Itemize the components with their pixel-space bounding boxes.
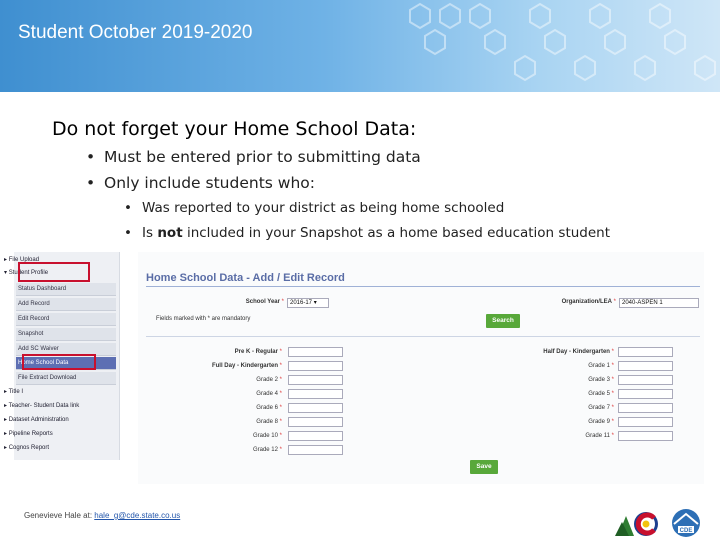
bullet-item: • Must be entered prior to submitting data xyxy=(86,148,421,166)
form-divider xyxy=(146,336,700,337)
sidebar-group-teacher-student[interactable]: ▸ Teacher- Student Data link xyxy=(4,403,80,409)
svg-text:CDE: CDE xyxy=(679,528,693,534)
sidebar-item-home-school-data[interactable]: Home School Data xyxy=(16,357,116,370)
organization-label: Organization/LEA * xyxy=(561,299,616,305)
slide-header xyxy=(0,0,720,92)
organization-select[interactable]: 2040-ASPEN 1 xyxy=(619,298,699,308)
grade-10-input[interactable] xyxy=(288,431,343,441)
sidebar-item-snapshot[interactable]: Snapshot xyxy=(16,328,116,341)
sidebar-item-add-sc-waiver[interactable]: Add SC Waiver xyxy=(16,343,116,356)
slide-heading: Do not forget your Home School Data: xyxy=(52,118,417,140)
sidebar-item-file-extract-download[interactable]: File Extract Download xyxy=(16,372,116,385)
field-label-grade-2: Grade 2 * xyxy=(256,377,282,383)
sidebar-group-dataset-admin[interactable]: ▸ Dataset Administration xyxy=(4,417,69,423)
mandatory-note: Fields marked with * are mandatory xyxy=(156,316,251,322)
bullet-item: • Only include students who: xyxy=(86,174,315,192)
grade-4-input[interactable] xyxy=(288,389,343,399)
grade-11-input[interactable] xyxy=(618,431,673,441)
field-label-grade-11: Grade 11 * xyxy=(585,433,614,439)
sub-bullet-item: • Was reported to your district as being home schooled xyxy=(124,200,505,216)
grade-1-input[interactable] xyxy=(618,361,673,371)
field-label-grade-1: Grade 1 * xyxy=(588,363,614,369)
full-day-kindergarten-input[interactable] xyxy=(288,361,343,371)
highlight-box-student-profile xyxy=(18,262,90,282)
sidebar-item-edit-record[interactable]: Edit Record xyxy=(16,313,116,326)
grade-8-input[interactable] xyxy=(288,417,343,427)
contact-footer: Genevieve Hale at: hale_g@cde.state.co.us xyxy=(24,511,181,520)
contact-email-link[interactable]: hale_g@cde.state.co.us xyxy=(94,511,181,520)
grade-2-input[interactable] xyxy=(288,375,343,385)
field-label-half-day-kindergarten: Half Day - Kindergarten * xyxy=(543,349,614,355)
sidebar-group-cognos-report[interactable]: ▸ Cognos Report xyxy=(4,445,50,451)
field-label-full-day-kindergarten: Full Day - Kindergarten * xyxy=(211,363,282,369)
field-label-grade-4: Grade 4 * xyxy=(256,391,282,397)
field-label-grade-9: Grade 9 * xyxy=(588,419,614,425)
field-label-grade-10: Grade 10 * xyxy=(252,433,282,439)
sidebar-group-pipeline-reports[interactable]: ▸ Pipeline Reports xyxy=(4,431,53,437)
title-divider xyxy=(146,286,700,287)
sidebar-group-title-i[interactable]: ▸ Title I xyxy=(4,389,24,395)
field-label-grade-3: Grade 3 * xyxy=(588,377,614,383)
field-label-pre-k-regular: Pre K - Regular * xyxy=(234,349,282,355)
slide-title: Student October 2019-2020 xyxy=(18,22,253,43)
highlight-box-home-school-data xyxy=(22,354,96,370)
grade-5-input[interactable] xyxy=(618,389,673,399)
field-label-grade-12: Grade 12 * xyxy=(252,447,282,453)
hexagon-pattern xyxy=(390,0,720,92)
sidebar-item-add-record[interactable]: Add Record xyxy=(16,298,116,311)
school-year-select[interactable]: 2016-17 ▾ xyxy=(287,298,329,308)
field-label-grade-5: Grade 5 * xyxy=(588,391,614,397)
field-label-grade-6: Grade 6 * xyxy=(256,405,282,411)
sidebar-group-file-upload[interactable]: ▸ File Upload xyxy=(4,257,40,263)
grade-6-input[interactable] xyxy=(288,403,343,413)
grade-7-input[interactable] xyxy=(618,403,673,413)
sidebar-item-status-dashboard[interactable]: Status Dashboard xyxy=(16,283,116,296)
half-day-kindergarten-input[interactable] xyxy=(618,347,673,357)
grade-9-input[interactable] xyxy=(618,417,673,427)
sidebar-group-student-profile[interactable]: ▾ Student Profile xyxy=(4,270,49,276)
sub-bullet-item: • Is not included in your Snapshot as a home based education student xyxy=(124,225,611,241)
form-title: Home School Data - Add / Edit Record xyxy=(146,272,345,284)
school-year-label: School Year * xyxy=(245,299,284,305)
pre-k-regular-input[interactable] xyxy=(288,347,343,357)
save-button[interactable]: Save xyxy=(470,460,498,474)
colorado-logo-icon xyxy=(612,510,662,538)
grade-3-input[interactable] xyxy=(618,375,673,385)
grade-12-input[interactable] xyxy=(288,445,343,455)
field-label-grade-8: Grade 8 * xyxy=(256,419,282,425)
search-button[interactable]: Search xyxy=(486,314,520,328)
cde-logo-icon xyxy=(664,508,708,538)
field-label-grade-7: Grade 7 * xyxy=(588,405,614,411)
emphasis-not: not xyxy=(157,225,183,241)
